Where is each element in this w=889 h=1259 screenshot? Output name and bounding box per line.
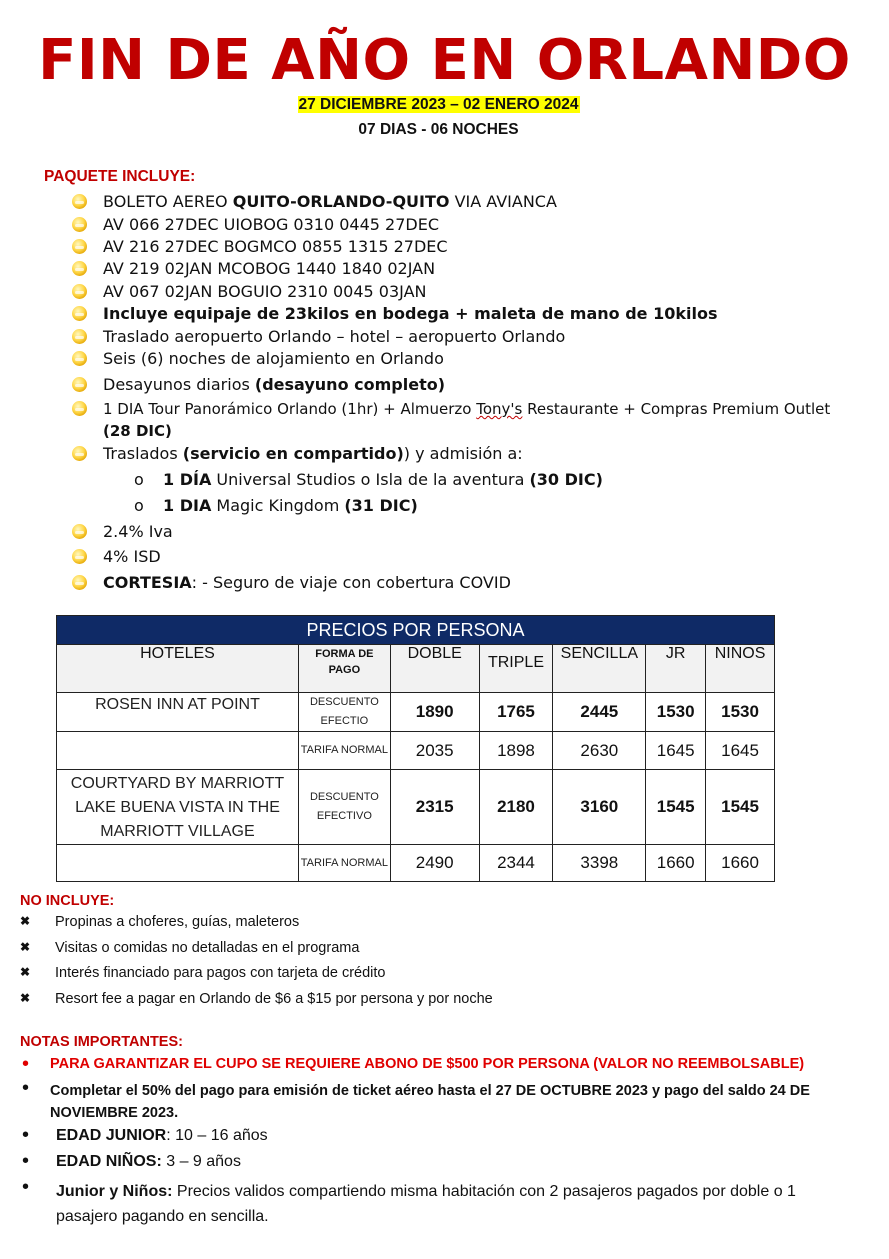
sun-bullet-icon — [72, 284, 87, 299]
price-jr: 1530 — [646, 693, 706, 732]
bullet-icon: • — [22, 1053, 30, 1075]
price-sencilla: 2630 — [553, 732, 646, 770]
sun-bullet-icon — [72, 446, 87, 461]
header-hoteles: HOTELES — [57, 645, 299, 693]
x-mark-icon: ✖ — [20, 914, 31, 928]
trip-duration: 07 DIAS - 06 NOCHES — [358, 121, 519, 138]
price-triple: 1898 — [479, 732, 553, 770]
header-doble: DOBLE — [390, 645, 479, 693]
travel-dates: 27 DICIEMBRE 2023 – 02 ENERO 2024 — [298, 96, 579, 113]
price-ninos: 1530 — [706, 693, 775, 732]
hotel-name: COURTYARD BY MARRIOTT LAKE BUENA VISTA IN THE MARRIOTT VILLAGE — [57, 770, 299, 845]
not-included-heading: NO INCLUYE: — [20, 893, 115, 909]
prices-title: PRECIOS POR PERSONA — [57, 616, 775, 645]
header-jr: JR — [646, 645, 706, 693]
price-jr: 1645 — [646, 732, 706, 770]
sun-bullet-icon — [72, 239, 87, 254]
bullet-icon: • — [22, 1150, 30, 1172]
payment-form: DESCUENTO EFECTIVO — [298, 770, 390, 845]
notes-heading: NOTAS IMPORTANTES: — [20, 1034, 183, 1050]
x-mark-icon: ✖ — [20, 940, 31, 954]
hotel-name: ROSEN INN AT POINT — [57, 693, 299, 732]
sun-bullet-icon — [72, 549, 87, 564]
payment-form: TARIFA NORMAL — [298, 845, 390, 882]
table-row — [57, 732, 775, 770]
table-row — [57, 845, 775, 882]
sun-bullet-icon — [72, 329, 87, 344]
bullet-icon: • — [22, 1176, 30, 1198]
price-jr: 1545 — [646, 770, 706, 845]
price-triple: 2180 — [479, 770, 553, 845]
bullet-icon: • — [22, 1124, 30, 1146]
bullet-icon: • — [22, 1077, 30, 1099]
sun-bullet-icon — [72, 377, 87, 392]
price-ninos: 1660 — [706, 845, 775, 882]
header-ninos: NINOS — [706, 645, 775, 693]
sun-bullet-icon — [72, 261, 87, 276]
price-ninos: 1645 — [706, 732, 775, 770]
hotel-name — [57, 732, 299, 770]
sun-bullet-icon — [72, 575, 87, 590]
price-sencilla: 3160 — [553, 770, 646, 845]
price-sencilla: 3398 — [553, 845, 646, 882]
price-jr: 1660 — [646, 845, 706, 882]
payment-form: TARIFA NORMAL — [298, 732, 390, 770]
payment-form: DESCUENTO EFECTIO — [298, 693, 390, 732]
sun-bullet-icon — [72, 194, 87, 209]
hotel-name — [57, 845, 299, 882]
price-doble: 1890 — [390, 693, 479, 732]
prices-table — [56, 615, 775, 882]
sun-bullet-icon — [72, 306, 87, 321]
header-forma-pago: FORMA DE PAGO — [298, 645, 390, 693]
sun-bullet-icon — [72, 401, 87, 416]
header-triple: TRIPLE — [479, 645, 553, 693]
x-mark-icon: ✖ — [20, 991, 31, 1005]
page-title: FIN DE AÑO EN ORLANDO — [38, 28, 851, 93]
table-row — [57, 770, 775, 845]
x-mark-icon: ✖ — [20, 965, 31, 979]
price-triple: 1765 — [479, 693, 553, 732]
table-row — [57, 693, 775, 732]
price-doble: 2315 — [390, 770, 479, 845]
price-doble: 2490 — [390, 845, 479, 882]
price-sencilla: 2445 — [553, 693, 646, 732]
includes-heading: PAQUETE INCLUYE: — [44, 168, 196, 185]
price-doble: 2035 — [390, 732, 479, 770]
sun-bullet-icon — [72, 524, 87, 539]
sun-bullet-icon — [72, 351, 87, 366]
price-ninos: 1545 — [706, 770, 775, 845]
sun-bullet-icon — [72, 217, 87, 232]
price-triple: 2344 — [479, 845, 553, 882]
header-sencilla: SENCILLA — [553, 645, 646, 693]
